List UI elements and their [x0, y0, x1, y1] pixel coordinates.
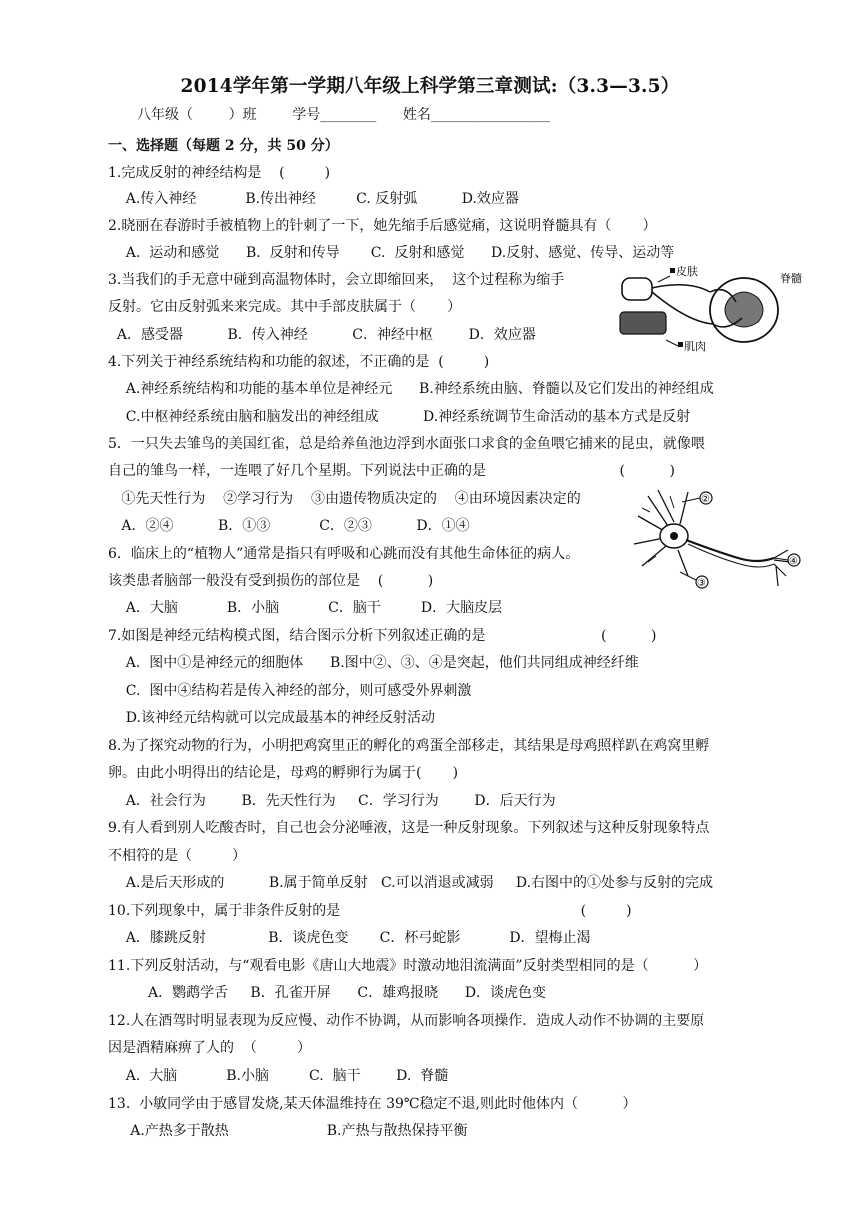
question-line: A.传入神经 B.传出神经 C. 反射弧 D.效应器 [108, 191, 519, 207]
reflex-arc-figure [618, 262, 804, 354]
student-info-line: 八年级（ ）班 学号________ 姓名_________________ [137, 107, 550, 123]
question-line: 自己的雏鸟一样，一连喂了好几个星期。下列说法中正确的是 ( ) [108, 463, 675, 479]
question-line: A.神经系统结构和功能的基本单位是神经元 B.神经系统由脑、脊髓以及它们发出的神经组成 [108, 381, 714, 397]
label-2: ② [701, 494, 710, 505]
question-line: 不相符的是（ ） [108, 848, 247, 864]
question-line: A. 图中①是神经元的细胞体 B.图中②、③、④是突起，他们共同组成神经纤维 [108, 655, 639, 671]
page-title: 2014学年第一学期八年级上科学第三章测试:（3.3—3.5） [180, 76, 680, 97]
question-line: 反射。它由反射弧来来完成。其中手部皮肤属于（ ） [108, 299, 462, 315]
question-line: A．大脑 B．小脑 C．脑干 D．大脑皮层 [108, 600, 503, 616]
section-heading: 一、选择题（每题 2 分，共 50 分） [108, 138, 339, 154]
question-line: D.该神经元结构就可以完成最基本的神经反射活动 [108, 710, 435, 726]
question-line: 该类患者脑部一般没有受到损伤的部位是 ( ) [108, 573, 434, 589]
nucleus [670, 532, 678, 540]
question-line: A. 运动和感觉 B. 反射和传导 C. 反射和感觉 D.反射、感觉、传导、运动等 [108, 245, 675, 261]
question-line: C. 图中④结构若是传入神经的部分，则可感受外界刺激 [108, 683, 472, 699]
label-4: ④ [789, 556, 798, 567]
muscle-shape [620, 312, 666, 334]
question-line: 13. 小敏同学由于感冒发烧,某天体温维持在 39℃稳定不退,则此时他体内（ ） [108, 1096, 637, 1112]
question-line: A.产热多于散热 B.产热与散热保持平衡 [108, 1123, 468, 1139]
question-line: 5．一只失去雏鸟的美国红雀，总是给养鱼池边浮到水面张口求食的金鱼喂它捕来的昆虫，就像喂 [108, 436, 705, 452]
question-line: A．感受器 B．传入神经 C．神经中枢 D．效应器 [108, 327, 536, 343]
neuron-figure [628, 486, 804, 604]
question-line: 6．临床上的“植物人”通常是指只有呼吸和心跳而没有其他生命体征的病人。 [108, 546, 580, 562]
question-line: A．②④ B．①③ C．②③ D．①④ [108, 518, 470, 534]
question-line: C.中枢神经系统由脑和脑发出的神经组成 D.神经系统调节生命活动的基本方式是反射 [108, 409, 691, 425]
question-line: 1.完成反射的神经结构是 ( ) [108, 165, 331, 181]
question-line: ①先天性行为 ②学习行为 ③由遗传物质决定的 ④由环境因素决定的 [108, 491, 581, 507]
question-line: A. 大脑 B.小脑 C. 脑干 D. 脊髓 [108, 1068, 449, 1084]
reflex-arc-illustration [618, 262, 804, 354]
question-line: 12.人在酒驾时明显表现为反应慢、动作不协调，从而影响各项操作．造成人动作不协调的主要原 [108, 1013, 705, 1029]
question-line: 8.为了探究动物的行为，小明把鸡窝里正的孵化的鸡蛋全部移走，其结果是母鸡照样趴在鸡窝里孵 [108, 738, 710, 754]
question-line: A.是后天形成的 B.属于简单反射 C.可以消退或减弱 D.右图中的①处参与反射的完成 [108, 875, 714, 891]
question-line: 10.下列现象中，属于非条件反射的是 ( ) [108, 903, 632, 919]
label-3: ③ [697, 578, 706, 589]
hand-shape [622, 278, 652, 300]
label-muscle: 肌肉 [684, 340, 706, 353]
question-line: A．膝跳反射 B．谈虎色变 C．杯弓蛇影 D．望梅止渴 [108, 930, 591, 946]
question-line: 卵。由此小明得出的结论是，母鸡的孵卵行为属于( ) [108, 765, 459, 781]
question-line: 7.如图是神经元结构模式图，结合图示分析下列叙述正确的是 ( ) [108, 628, 657, 644]
neuron-illustration [628, 486, 804, 604]
question-line: A．社会行为 B．先天性行为 C．学习行为 D．后天行为 [108, 793, 556, 809]
question-line: 2.晓丽在春游时手被植物上的针刺了一下，她先缩手后感觉痛，这说明脊髓具有（ ） [108, 218, 657, 234]
label-skin: 皮肤 [676, 265, 698, 278]
question-line: A．鹦鹉学舌 B．孔雀开屏 C．雄鸡报晓 D．谈虎色变 [108, 985, 547, 1001]
question-line: 11.下列反射活动，与“观看电影《唐山大地震》时激动地泪流满面”反射类型相同的是（ ） [108, 958, 708, 974]
label-spine: 脊髓 [780, 272, 802, 285]
question-line: 9.有人看到别人吃酸杏时，自己也会分泌唾液，这是一种反射现象。下列叙述与这种反射现象特点 [108, 820, 710, 836]
question-line: 3.当我们的手无意中碰到高温物体时，会立即缩回来， 这个过程称为缩手 [108, 272, 565, 288]
axon [686, 540, 774, 561]
question-line: 4.下列关于神经系统结构和功能的叙述，不正确的是 ( ) [108, 354, 490, 370]
question-line: 因是酒精麻痹了人的 （ ） [108, 1040, 311, 1056]
